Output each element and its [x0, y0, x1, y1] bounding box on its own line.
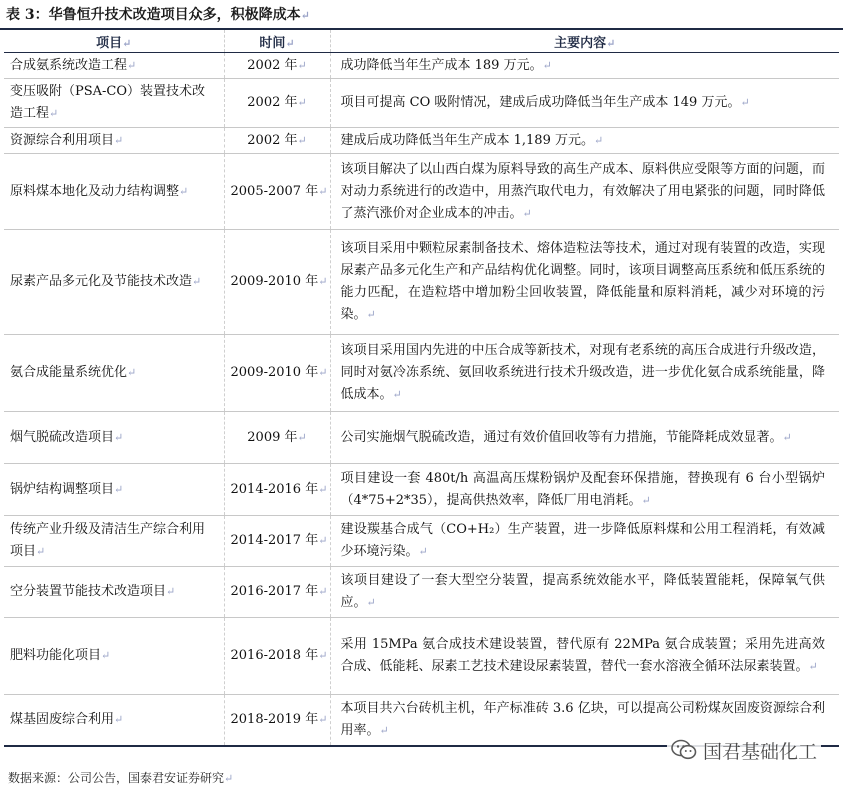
table-row: [4, 567, 839, 618]
data-source-text: 数据来源：公司公告，国泰君安证券研究: [8, 771, 225, 785]
return-arrow-icon: ↵: [379, 723, 389, 737]
project-desc: 项目可提高 CO 吸附情况，建成后成功降低当年生产成本 149 万元。↵: [330, 79, 839, 128]
return-arrow-icon: ↵: [740, 96, 750, 109]
project-time: 2002 年↵: [224, 128, 330, 154]
table-row: [4, 128, 839, 154]
header-time: 时间↵: [224, 30, 330, 53]
project-name: 煤基固废综合利用↵: [4, 695, 224, 746]
project-name: 空分装置节能技术改造项目↵: [4, 567, 224, 618]
table-row: [4, 464, 839, 516]
return-arrow-icon: ↵: [318, 366, 328, 379]
project-time: 2002 年↵: [224, 53, 330, 79]
return-arrow-icon: ↵: [192, 275, 202, 288]
table-row: [4, 154, 839, 230]
project-name: 尿素产品多元化及节能技术改造↵: [4, 230, 224, 335]
project-desc: 成功降低当年生产成本 189 万元。↵: [330, 53, 839, 79]
table-row: [4, 618, 839, 695]
return-arrow-icon: ↵: [318, 712, 328, 726]
table-row: [4, 412, 839, 464]
project-time: 2016-2017 年↵: [224, 567, 330, 618]
return-arrow-icon: ↵: [114, 482, 124, 496]
return-arrow-icon: ↵: [392, 388, 402, 401]
project-name: 变压吸附（PSA-CO）装置技术改造工程↵: [4, 79, 224, 128]
project-name: 原料煤本地化及动力结构调整↵: [4, 154, 224, 230]
return-arrow-icon: ↵: [808, 660, 818, 673]
header-name: 项目↵: [4, 30, 224, 53]
return-arrow-icon: ↵: [297, 58, 307, 72]
return-arrow-icon: ↵: [418, 545, 428, 558]
project-name: 传统产业升级及清洁生产综合利用项目↵: [4, 516, 224, 567]
projects-table: [4, 30, 839, 747]
return-arrow-icon: ↵: [366, 308, 376, 321]
return-arrow-icon: ↵: [127, 58, 137, 72]
return-arrow-icon: ↵: [641, 493, 651, 507]
wechat-icon: [671, 739, 697, 761]
watermark-text: 国君基础化工: [702, 740, 817, 763]
table-row: [4, 230, 839, 335]
project-desc: 该项目采用中颗粒尿素制备技术、熔体造粒法等技术，通过对现有装置的改造，实现尿素产品多元化生产和产品结构优化调整。同时，该项目调整高压系统和低压系统的能力匹配，在造粒塔中增加粉尘回收装置，降低能量和原料消耗，减少对环境的污染。↵: [330, 230, 839, 335]
return-arrow-icon: ↵: [318, 649, 328, 662]
table-header-row: [4, 30, 839, 53]
return-arrow-icon: ↵: [318, 482, 328, 496]
project-time: 2014-2016 年↵: [224, 464, 330, 516]
table-title: [0, 0, 843, 30]
project-time: 2018-2019 年↵: [224, 695, 330, 746]
return-arrow-icon: ↵: [179, 184, 189, 198]
return-arrow-icon: ↵: [297, 133, 307, 147]
project-name: 合成氨系统改造工程↵: [10, 57, 137, 73]
return-arrow-icon: ↵: [122, 36, 132, 50]
return-arrow-icon: ↵: [318, 275, 328, 288]
table-row: [4, 53, 839, 79]
return-arrow-icon: ↵: [782, 430, 792, 444]
project-desc: 该项目解决了以山西白煤为原料导致的高生产成本、原料供应受限等方面的问题，而对动力系统进行的改造中，用蒸汽取代电力，有效解决了用电紧张的问题，同时降低了蒸汽涨价对企业成本的冲击。↵: [330, 154, 839, 230]
return-arrow-icon: ↵: [285, 36, 295, 50]
data-source-note: [8, 769, 233, 786]
project-desc: 该项目采用国内先进的中压合成等新技术，对现有老系统的高压合成进行升级改造，同时对氨冷冻系统、氨回收系统进行技术升级改造，进一步优化氨合成系统能量，降低成本。↵: [330, 335, 839, 412]
return-arrow-icon: ↵: [114, 430, 124, 444]
project-desc: 采用 15MPa 氨合成技术建设装置，替代原有 22MPa 氨合成装置；采用先进高效合成、低能耗、尿素工艺技术建设尿素装置，替代一套水溶液全循环法尿素装置。↵: [330, 618, 839, 695]
project-time: 2009 年↵: [224, 412, 330, 464]
project-name: 烟气脱硫改造项目↵: [4, 412, 224, 464]
project-time: 2016-2018 年↵: [224, 618, 330, 695]
return-arrow-icon: ↵: [297, 96, 307, 109]
project-name: 氨合成能量系统优化↵: [4, 335, 224, 412]
table-title-text: 表 3：华鲁恒升技术改造项目众多，积极降成本: [6, 7, 301, 23]
project-desc: 建设羰基合成气（CO+H₂）生产装置，进一步降低原料煤和公用工程消耗，有效减少环境污染。↵: [330, 516, 839, 567]
return-arrow-icon: ↵: [224, 772, 234, 785]
project-desc: 本项目共六台砖机主机，年产标准砖 3.6 亿块，可以提高公司粉煤灰固废资源综合利用率。↵: [330, 695, 839, 746]
project-desc: 项目建设一套 480t/h 高温高压煤粉锅炉及配套环保措施，替换现有 6 台小型锅炉（4*75+2*35），提高供热效率，降低厂用电消耗。↵: [330, 464, 839, 516]
return-arrow-icon: ↵: [366, 596, 376, 609]
project-time: 2005-2007 年↵: [224, 154, 330, 230]
return-arrow-icon: ↵: [318, 184, 328, 198]
project-time: 2014-2017 年↵: [224, 516, 330, 567]
return-arrow-icon: ↵: [49, 107, 59, 120]
project-name: 资源综合利用项目↵: [4, 128, 224, 154]
return-arrow-icon: ↵: [36, 545, 46, 558]
project-desc: 该项目建设了一套大型空分装置，提高系统效能水平，降低装置能耗，保障氧气供应。↵: [330, 567, 839, 618]
watermark: [667, 737, 821, 763]
table-row: [4, 335, 839, 412]
header-desc: 主要内容↵: [330, 30, 839, 53]
project-desc: 公司实施烟气脱硫改造，通过有效价值回收等有力措施，节能降耗成效显著。↵: [330, 412, 839, 464]
table-row: [4, 516, 839, 567]
return-arrow-icon: ↵: [101, 649, 111, 662]
project-time: 2009-2010 年↵: [224, 230, 330, 335]
return-arrow-icon: ↵: [297, 430, 307, 444]
project-desc: 建成后成功降低当年生产成本 1,189 万元。↵: [330, 128, 839, 154]
return-arrow-icon: ↵: [522, 206, 532, 220]
return-arrow-icon: ↵: [166, 585, 176, 598]
return-arrow-icon: ↵: [300, 9, 310, 22]
return-arrow-icon: ↵: [593, 133, 604, 147]
return-arrow-icon: ↵: [606, 36, 616, 50]
project-name: 肥料功能化项目↵: [4, 618, 224, 695]
project-time: 2002 年↵: [224, 79, 330, 128]
table-row: [4, 79, 839, 128]
project-name: 锅炉结构调整项目↵: [4, 464, 224, 516]
return-arrow-icon: ↵: [127, 366, 137, 379]
project-time: 2009-2010 年↵: [224, 335, 330, 412]
return-arrow-icon: ↵: [318, 585, 328, 598]
return-arrow-icon: ↵: [114, 712, 124, 726]
return-arrow-icon: ↵: [542, 58, 552, 72]
return-arrow-icon: ↵: [114, 133, 124, 147]
return-arrow-icon: ↵: [318, 534, 328, 547]
